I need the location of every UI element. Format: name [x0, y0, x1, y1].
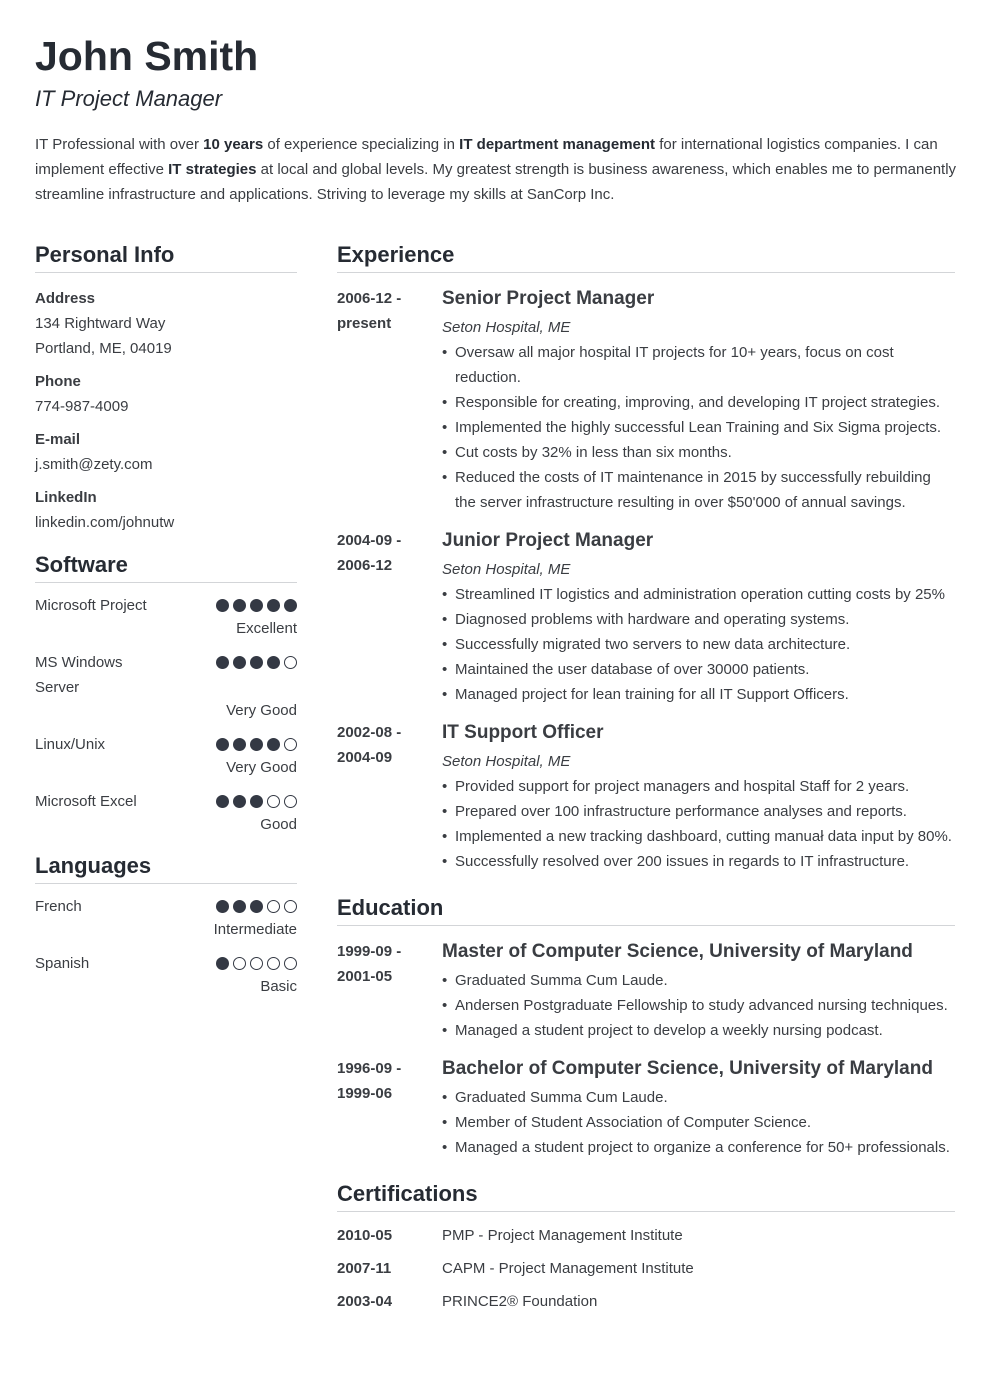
date-start: 2004-09 - [337, 532, 402, 549]
language-name: Spanish [35, 955, 90, 972]
software-item [35, 593, 297, 640]
right-column [337, 241, 955, 1314]
certification-name: PMP - Project Management Institute [442, 1227, 683, 1244]
candidate-name: John Smith [35, 33, 259, 79]
bullet-item: • Managed a student project to develop a weekly nursing podcast. [442, 1018, 955, 1043]
education-bullets [442, 1085, 955, 1160]
summary-text: for international logistics companies. I can implement effective [35, 136, 938, 178]
bullet-item: • Streamlined IT logistics and administration operation cutting costs by 25% [442, 582, 955, 607]
bullet-item: • Successfully resolved over 200 issues in regards to IT infrastructure. [442, 849, 955, 874]
empty-dot-icon [284, 795, 297, 808]
education-heading: Education [337, 894, 955, 926]
phone-group [35, 369, 297, 419]
education-list [337, 939, 955, 1160]
bullet-item: • Andersen Postgraduate Fellowship to study advanced nursing techniques. [442, 993, 955, 1018]
filled-dot-icon [250, 900, 263, 913]
rating-dots [216, 656, 297, 669]
software-list [35, 593, 297, 836]
date-end: 2001-05 [337, 968, 393, 985]
education-body [442, 939, 955, 1043]
education-title: Bachelor of Computer Science, University of Maryland [442, 1058, 933, 1079]
experience-heading: Experience [337, 241, 955, 273]
bullet-item: • Prepared over 100 infrastructure performance analyses and reports. [442, 799, 955, 824]
personal-info-heading: Personal Info [35, 241, 297, 273]
bullet-item: • Managed a student project to organize a conference for 50+ professionals. [442, 1135, 955, 1160]
filled-dot-icon [267, 656, 280, 669]
certification-name: CAPM - Project Management Institute [442, 1260, 694, 1277]
summary-highlight: IT department management [459, 136, 656, 153]
bullet-item: • Provided support for project managers and hospital Staff for 2 years. [442, 774, 955, 799]
software-level: Excellent [236, 620, 297, 637]
language-name: French [35, 898, 82, 915]
bullet-item: • Maintained the user database of over 30000 patients. [442, 657, 955, 682]
software-item [35, 732, 297, 779]
filled-dot-icon [267, 738, 280, 751]
education-title: Master of Computer Science, University of Maryland [442, 941, 913, 962]
job-title: IT Project Manager [35, 86, 223, 111]
software-level: Very Good [226, 702, 297, 719]
experience-body [442, 720, 955, 874]
experience-organization: Seton Hospital, ME [442, 753, 571, 770]
education-date [337, 939, 437, 989]
empty-dot-icon [284, 900, 297, 913]
summary-text: IT Professional with over [35, 136, 204, 153]
experience-body [442, 528, 955, 707]
experience-bullets [442, 774, 955, 874]
education-entry [337, 1056, 955, 1160]
experience-bullets [442, 582, 955, 707]
certification-item [337, 1256, 955, 1281]
empty-dot-icon [267, 900, 280, 913]
email-group [35, 427, 297, 477]
date-end: 2006-12 [337, 557, 393, 574]
filled-dot-icon [216, 795, 229, 808]
bullet-item: • Graduated Summa Cum Laude. [442, 968, 955, 993]
filled-dot-icon [216, 656, 229, 669]
date-start: 2002-08 - [337, 724, 402, 741]
certification-item [337, 1289, 955, 1314]
date-end: present [337, 315, 392, 332]
linkedin-group [35, 485, 297, 535]
empty-dot-icon [284, 656, 297, 669]
software-item [35, 789, 297, 836]
date-start: 1999-09 - [337, 943, 402, 960]
certifications-heading: Certifications [337, 1180, 955, 1212]
rating-dots [216, 900, 297, 913]
experience-date [337, 286, 437, 336]
empty-dot-icon [250, 957, 263, 970]
empty-dot-icon [284, 957, 297, 970]
software-heading: Software [35, 551, 297, 583]
filled-dot-icon [233, 599, 246, 612]
address-line1: 134 Rightward Way [35, 315, 166, 332]
software-name: Linux/Unix [35, 736, 106, 753]
date-end: 2004-09 [337, 749, 393, 766]
filled-dot-icon [216, 900, 229, 913]
education-body [442, 1056, 955, 1160]
education-bullets [442, 968, 955, 1043]
languages-list [35, 894, 297, 998]
bullet-item: • Implemented a new tracking dashboard, cutting manuał data input by 80%. [442, 824, 955, 849]
filled-dot-icon [250, 599, 263, 612]
date-start: 1996-09 - [337, 1060, 402, 1077]
email-label: E-mail [35, 431, 81, 448]
filled-dot-icon [284, 599, 297, 612]
certification-date: 2007-11 [337, 1260, 392, 1277]
experience-date [337, 528, 437, 578]
filled-dot-icon [216, 599, 229, 612]
summary-highlight: 10 years [203, 136, 264, 153]
experience-organization: Seton Hospital, ME [442, 319, 571, 336]
experience-title: Senior Project Manager [442, 288, 655, 309]
software-name: MS Windows Server [35, 654, 123, 696]
experience-entry [337, 286, 955, 515]
filled-dot-icon [250, 795, 263, 808]
languages-heading: Languages [35, 852, 297, 884]
bullet-item: • Graduated Summa Cum Laude. [442, 1085, 955, 1110]
certification-name: PRINCE2® Foundation [442, 1293, 598, 1310]
date-end: 1999-06 [337, 1085, 393, 1102]
experience-bullets [442, 340, 955, 515]
certification-date: 2003-04 [337, 1293, 393, 1310]
education-date [337, 1056, 437, 1106]
software-level: Good [260, 816, 297, 833]
personal-info-section [35, 286, 297, 535]
empty-dot-icon [284, 738, 297, 751]
education-entry [337, 939, 955, 1043]
linkedin-label: LinkedIn [35, 489, 97, 506]
empty-dot-icon [233, 957, 246, 970]
experience-title: IT Support Officer [442, 722, 604, 743]
address-group [35, 286, 297, 361]
empty-dot-icon [267, 957, 280, 970]
profile-summary [35, 132, 960, 207]
certification-item [337, 1223, 955, 1248]
filled-dot-icon [250, 738, 263, 751]
language-item [35, 894, 297, 941]
filled-dot-icon [216, 957, 229, 970]
bullet-item: • Member of Student Association of Computer Science. [442, 1110, 955, 1135]
left-column [35, 241, 297, 998]
bullet-item: • Reduced the costs of IT maintenance in 2015 by successfully rebuilding the server infrastructure resulting in over $50'000 of annual savings. [442, 465, 955, 515]
filled-dot-icon [233, 900, 246, 913]
summary-highlight: IT strategies [168, 161, 257, 178]
filled-dot-icon [233, 656, 246, 669]
experience-body [442, 286, 955, 515]
bullet-item: • Responsible for creating, improving, and developing IT project strategies. [442, 390, 955, 415]
certifications-list [337, 1212, 955, 1314]
filled-dot-icon [233, 795, 246, 808]
empty-dot-icon [267, 795, 280, 808]
filled-dot-icon [250, 656, 263, 669]
bullet-item: • Successfully migrated two servers to new data architecture. [442, 632, 955, 657]
filled-dot-icon [216, 738, 229, 751]
language-level: Intermediate [213, 921, 297, 938]
experience-entry [337, 528, 955, 707]
experience-list [337, 286, 955, 874]
bullet-item: • Oversaw all major hospital IT projects for 10+ years, focus on cost reduction. [442, 340, 955, 390]
bullet-item: • Diagnosed problems with hardware and operating systems. [442, 607, 955, 632]
software-level: Very Good [226, 759, 297, 776]
phone-value: 774-987-4009 [35, 398, 129, 415]
experience-organization: Seton Hospital, ME [442, 561, 571, 578]
bullet-item: • Cut costs by 32% in less than six months. [442, 440, 955, 465]
experience-title: Junior Project Manager [442, 530, 654, 551]
address-line2: Portland, ME, 04019 [35, 340, 172, 357]
rating-dots [216, 599, 297, 612]
rating-dots [216, 738, 297, 751]
language-item [35, 951, 297, 998]
filled-dot-icon [267, 599, 280, 612]
language-level: Basic [260, 978, 297, 995]
experience-date [337, 720, 437, 770]
summary-text: at local and global levels. My greatest strength is business awareness, which enables me to permanently streamline infrastructure and applications. Striving to leverage my skills at SanCorp Inc. [35, 161, 957, 203]
filled-dot-icon [233, 738, 246, 751]
email-value: j.smith@zety.com [35, 456, 153, 473]
phone-label: Phone [35, 373, 81, 390]
experience-entry [337, 720, 955, 874]
bullet-item: • Managed project for lean training for all IT Support Officers. [442, 682, 955, 707]
rating-dots [216, 795, 297, 808]
bullet-item: • Implemented the highly successful Lean Training and Six Sigma projects. [442, 415, 955, 440]
address-label: Address [35, 290, 96, 307]
date-start: 2006-12 - [337, 290, 402, 307]
certification-date: 2010-05 [337, 1227, 393, 1244]
software-item [35, 650, 297, 722]
summary-text: of experience specializing in [263, 136, 460, 153]
software-name: Microsoft Excel [35, 793, 137, 810]
linkedin-value: linkedin.com/johnutw [35, 514, 175, 531]
rating-dots [216, 957, 297, 970]
software-name: Microsoft Project [35, 597, 147, 614]
